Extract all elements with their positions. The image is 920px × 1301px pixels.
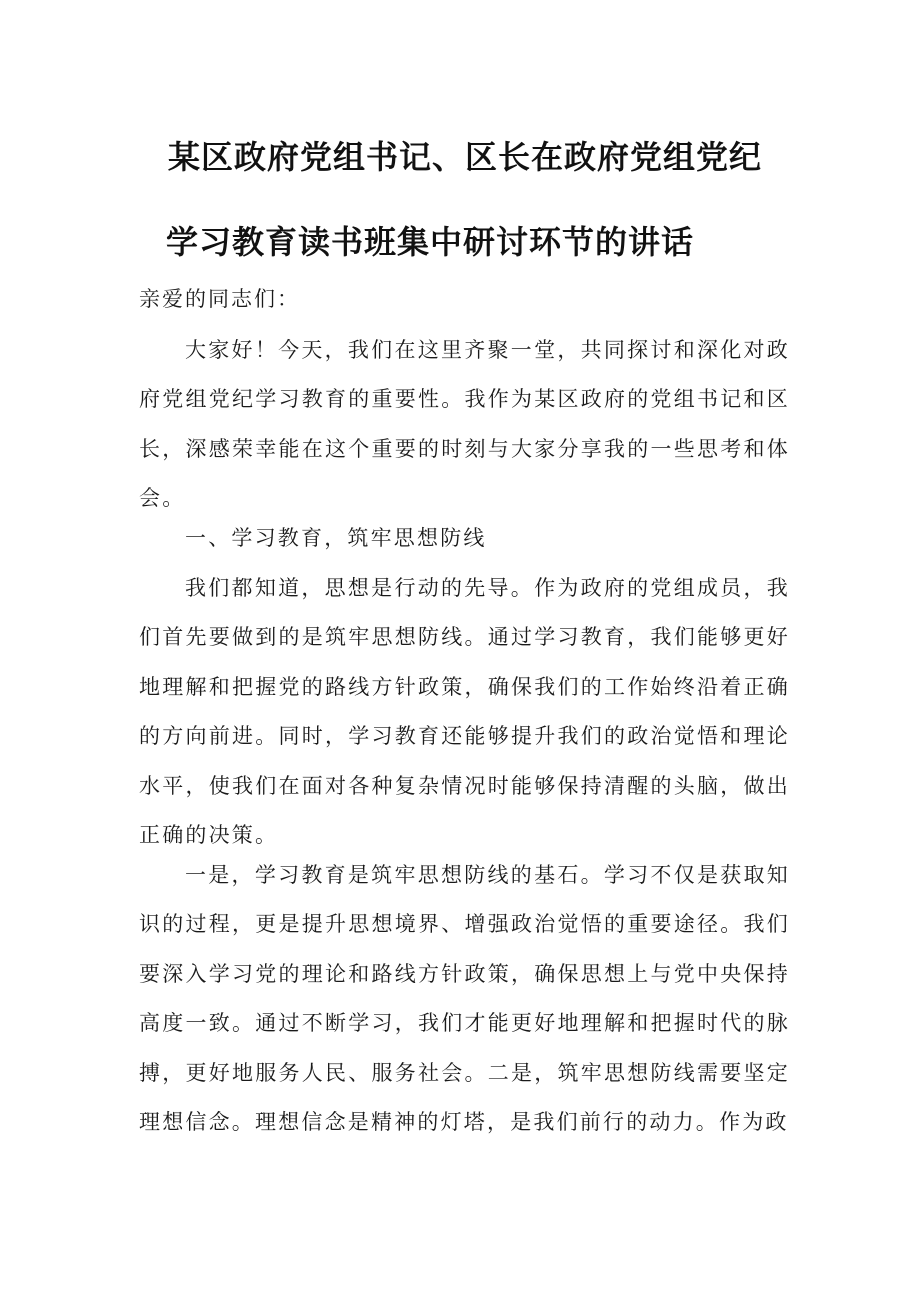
salutation: 亲爱的同志们：	[139, 287, 300, 311]
document-title-line-2: 学习教育读书班集中研讨环节的讲话	[165, 223, 694, 261]
document-title-line-1: 某区政府党组书记、区长在政府党组党纪	[167, 138, 762, 176]
paragraph-thought-defense: 我们都知道，思想是行动的先导。作为政府的党组成员，我们首先要做到的是筑牢思想防线。通过学习教育，我们能够更好地理解和把握党的路线方针政策，确保我们的工作始终沿着正确的方向前进。同时，学习教育还能够提升我们的政治觉悟和理论水平，使我们在面对各种复杂情况时能够保持清醒的头脑，做出正确的决策。	[139, 576, 790, 848]
section-heading: 一、学习教育，筑牢思想防线	[185, 526, 487, 550]
paragraph-first-point: 一是，学习教育是筑牢思想防线的基石。学习不仅是获取知识的过程，更是提升思想境界、增强政治觉悟的重要途径。我们要深入学习党的理论和路线方针政策，确保思想上与党中央保持高度一致。通过不断学习，我们才能更好地理解和把握时代的脉搏，更好地服务人民、服务社会。二是，筑牢思想防线需要坚定理想信念。理想信念是精神的灯塔，是我们前行的动力。作为政	[139, 863, 790, 1135]
paragraph-opening: 大家好！今天，我们在这里齐聚一堂，共同探讨和深化对政府党组党纪学习教育的重要性。我作为某区政府的党组书记和区长，深感荣幸能在这个重要的时刻与大家分享我的一些思考和体会。	[139, 338, 790, 511]
